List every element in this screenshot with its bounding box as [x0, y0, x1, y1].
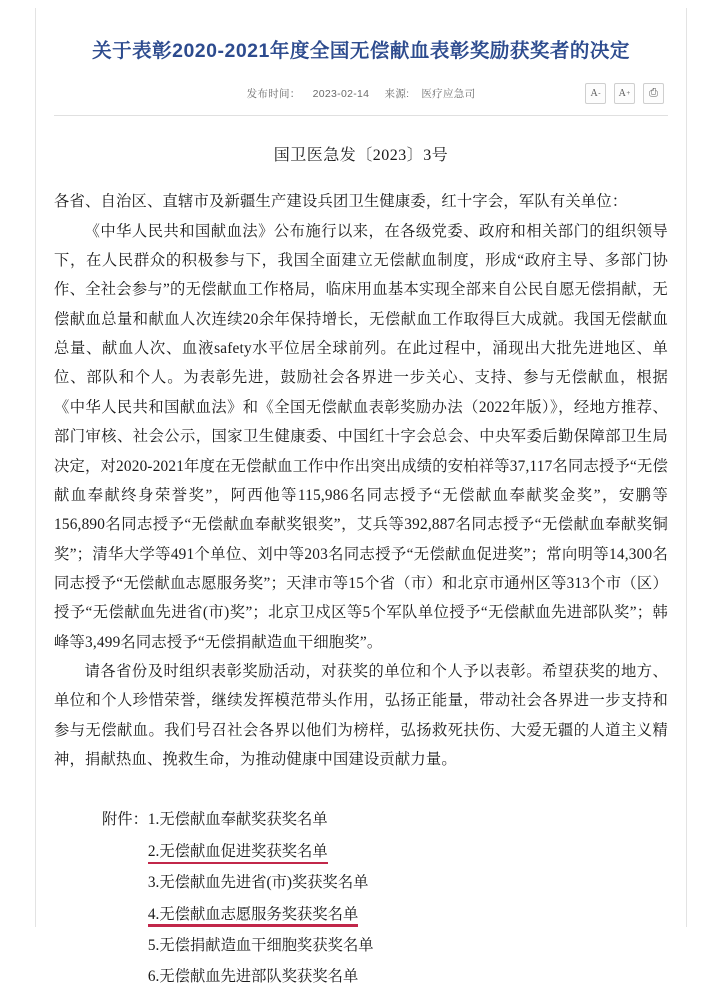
attachment-label: 附件： — [102, 811, 148, 829]
decrease-font-size-button[interactable] — [585, 83, 606, 104]
increase-font-sign: + — [626, 89, 631, 98]
print-icon[interactable] — [643, 83, 664, 104]
list-item[interactable]: 2.无偿献血促进奖获奖名单 — [148, 836, 328, 867]
page-title: 关于表彰2020-2021年度全国无偿献血表彰奖励获奖者的决定 — [92, 40, 630, 62]
increase-font-size-button[interactable] — [614, 83, 635, 104]
list-item[interactable]: 4.无偿献血志愿服务奖获奖名单 — [148, 899, 358, 930]
decrease-font-letter: A — [590, 87, 598, 99]
source-label: 来源: — [384, 88, 410, 101]
document-toolbar — [585, 83, 664, 104]
document-meta-row — [54, 83, 668, 113]
paragraph-main: 《中华人民共和国献血法》公布施行以来，在各级党委、政府和相关部门的组织领导下，在人民群众的积极参与下，我国全面建立无偿献血制度，形成“政府主导、多部门协作、全社会参与”的无偿献血工作格局，临床用血基本实现全部来自公民自愿无偿捐献，无偿献血总量和献血人次连续20余年保持增长，无偿献血工作取得巨大成就。我国无偿献血总量、献血人次、血液safety水平位居全球前列。在此过程中，涌现出大批先进地区、单位、部队和个人。为表彰先进，鼓励社会各界进一步关心、支持、参与无偿献血，根据《中华人民共和国献血法》和《全国无偿献血表彰奖励办法（2022年版）》，经地方推荐、部门审核、社会公示，国家卫生健康委、中国红十字会总会、中央军委后勤保障部卫生局决定，对2020-2021年度在无偿献血工作中作出突出成绩的安柏祥等37,117名同志授予“无偿献血奉献终身荣誉奖”，阿西他等115,986名同志授予“无偿献血奉献奖金奖”，安鹏等156,890名同志授予“无偿献血奉献奖银奖”，艾兵等392,887名同志授予“无偿献血奉献奖铜奖”；清华大学等491个单位、刘中等203名同志授予“无偿献血促进奖”；常向明等14,300名同志授予“无偿献血志愿服务奖”；天津市等15个省（市）和北京市通州区等313个市（区）授予“无偿献血先进省(市)奖”；北京卫戍区等5个军队单位授予“无偿献血先进部队奖”；韩峰等3,499名同志授予“无偿捐献造血干细胞奖”。 — [54, 222, 668, 651]
list-item[interactable]: 6.无偿献血先进部队奖获奖名单 — [147, 968, 359, 986]
attachment-first-line — [102, 804, 668, 992]
print-glyph: ⎙ — [649, 87, 658, 100]
paragraph-closing: 请各省份及时组织表彰奖励活动，对获奖的单位和个人予以表彰。希望获奖的地方、单位和个人珍惜荣誉，继续发挥模范带头作用，弘扬正能量，带动社会各界进一步支持和参与无偿献血。我们号召社会各界以他们为榜样，弘扬救死扶伤、大爱无疆的人道主义精神，捐献热血、挽救生命，为推动健康中国建设贡献力量。 — [54, 663, 668, 769]
document-sheet — [35, 8, 687, 986]
header-divider — [54, 115, 668, 116]
attachment-list — [148, 804, 374, 992]
publish-time-value: 2023-02-14 — [312, 88, 370, 101]
document-meta — [54, 83, 668, 105]
decrease-font-sign: - — [598, 89, 601, 98]
attachment-section — [54, 804, 668, 992]
list-item[interactable]: 1.无偿献血奉献奖获奖名单 — [147, 811, 328, 829]
document-number: 国卫医急发〔2023〕3号 — [273, 147, 449, 165]
increase-font-letter: A — [618, 87, 626, 99]
document-body — [54, 187, 668, 774]
list-item[interactable]: 5.无偿捐献造血干细胞奖获奖名单 — [147, 936, 374, 954]
publish-time-label: 发布时间： — [246, 88, 301, 101]
paragraph-salutation: 各省、自治区、直辖市及新疆生产建设兵团卫生健康委，红十字会，军队有关单位： — [54, 193, 628, 211]
source-value: 医疗应急司 — [421, 88, 476, 101]
list-item[interactable]: 3.无偿献血先进省(市)奖获奖名单 — [147, 874, 369, 892]
